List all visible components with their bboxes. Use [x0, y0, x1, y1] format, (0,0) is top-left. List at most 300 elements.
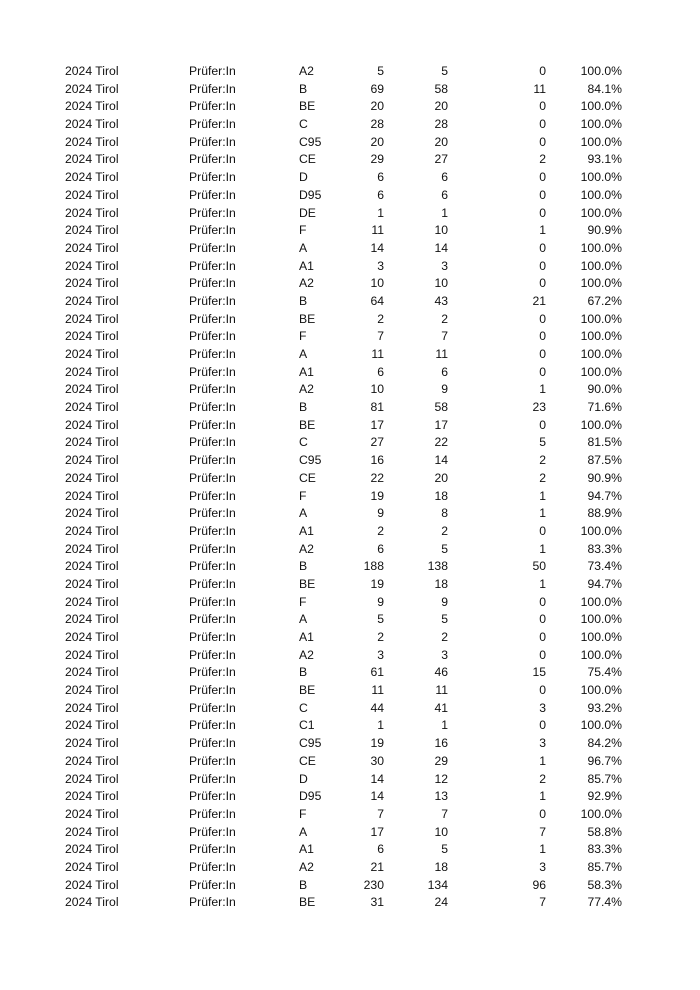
table-row — [0, 664, 700, 682]
cell-license-class — [299, 417, 315, 435]
cell-passed — [400, 275, 448, 293]
cell-year-region-region: Tirol — [95, 612, 119, 627]
cell-role — [189, 434, 236, 452]
cell-total — [340, 594, 384, 612]
cell-license-class-class: C95 — [299, 736, 322, 751]
table-row — [0, 311, 700, 329]
cell-year-region-year: 2024 — [65, 559, 93, 574]
cell-role-role: Prüfer:In — [189, 647, 236, 662]
cell-pass-rate-rate: 100.0% — [580, 240, 622, 255]
cell-year-region — [65, 806, 119, 824]
cell-total-total: 2 — [377, 630, 384, 644]
cell-pass-rate — [560, 346, 622, 364]
cell-failed — [490, 488, 546, 506]
cell-failed — [490, 788, 546, 806]
cell-license-class — [299, 311, 315, 329]
cell-role — [189, 735, 236, 753]
cell-year-region — [65, 346, 119, 364]
cell-passed-passed: 6 — [441, 364, 448, 379]
cell-total — [340, 700, 384, 718]
cell-total — [340, 505, 384, 523]
cell-year-region — [65, 63, 119, 81]
cell-license-class-class: A — [299, 240, 308, 255]
cell-year-region — [65, 488, 119, 506]
cell-passed-passed: 18 — [434, 488, 448, 503]
cell-passed — [400, 134, 448, 152]
cell-passed-passed: 12 — [434, 771, 448, 786]
cell-pass-rate — [560, 81, 622, 99]
cell-passed-passed: 9 — [441, 594, 448, 609]
cell-passed — [400, 187, 448, 205]
cell-role — [189, 98, 236, 116]
cell-passed-passed: 58 — [434, 81, 448, 96]
cell-year-region-region: Tirol — [95, 859, 119, 874]
cell-failed-failed: 0 — [539, 630, 546, 644]
cell-failed-failed: 5 — [539, 435, 546, 450]
cell-year-region — [65, 629, 119, 647]
cell-pass-rate-rate: 96.7% — [587, 753, 622, 768]
cell-role — [189, 311, 236, 329]
cell-failed-failed: 0 — [539, 329, 546, 344]
cell-role — [189, 647, 236, 665]
cell-role-role: Prüfer:In — [189, 612, 236, 627]
cell-passed-passed: 5 — [441, 612, 448, 627]
cell-role — [189, 629, 236, 647]
cell-pass-rate — [560, 505, 622, 523]
table-row — [0, 434, 700, 452]
cell-pass-rate — [560, 488, 622, 506]
cell-year-region-year: 2024 — [65, 99, 93, 114]
cell-passed-passed: 6 — [441, 170, 448, 185]
cell-year-region — [65, 81, 119, 99]
cell-year-region-year: 2024 — [65, 276, 93, 291]
cell-role — [189, 700, 236, 718]
cell-pass-rate-rate: 100.0% — [580, 417, 622, 432]
cell-pass-rate-rate: 100.0% — [580, 630, 622, 644]
cell-total — [340, 541, 384, 559]
cell-passed-passed: 58 — [434, 400, 448, 415]
cell-license-class — [299, 894, 315, 912]
cell-role-role: Prüfer:In — [189, 736, 236, 751]
cell-failed — [490, 364, 546, 382]
cell-pass-rate — [560, 116, 622, 134]
cell-year-region-year: 2024 — [65, 647, 93, 662]
cell-total-total: 19 — [370, 488, 384, 503]
cell-year-region — [65, 311, 119, 329]
cell-total — [340, 187, 384, 205]
cell-role — [189, 417, 236, 435]
cell-role — [189, 151, 236, 169]
cell-total-total: 14 — [370, 240, 384, 255]
cell-failed — [490, 682, 546, 700]
cell-pass-rate — [560, 452, 622, 470]
cell-year-region-region: Tirol — [95, 771, 119, 786]
cell-license-class — [299, 841, 314, 859]
cell-role — [189, 753, 236, 771]
cell-total — [340, 859, 384, 877]
cell-license-class-class: CE — [299, 753, 316, 768]
cell-year-region — [65, 222, 119, 240]
cell-pass-rate-rate: 100.0% — [580, 311, 622, 326]
cell-role-role: Prüfer:In — [189, 205, 236, 220]
cell-year-region — [65, 700, 119, 718]
cell-total — [340, 611, 384, 629]
cell-role-role: Prüfer:In — [189, 594, 236, 609]
cell-role — [189, 240, 236, 258]
cell-role-role: Prüfer:In — [189, 824, 236, 839]
cell-year-region — [65, 576, 119, 594]
cell-license-class — [299, 664, 307, 682]
cell-year-region — [65, 205, 119, 223]
table-row — [0, 222, 700, 240]
cell-passed-passed: 5 — [441, 541, 448, 556]
cell-pass-rate — [560, 63, 622, 81]
table-row — [0, 205, 700, 223]
cell-license-class — [299, 258, 314, 276]
cell-license-class — [299, 275, 314, 293]
cell-total-total: 11 — [371, 223, 384, 238]
table-row — [0, 788, 700, 806]
cell-passed-passed: 8 — [441, 506, 448, 521]
cell-passed-passed: 17 — [434, 417, 448, 432]
cell-year-region-year: 2024 — [65, 895, 93, 910]
cell-pass-rate-rate: 84.2% — [587, 736, 622, 751]
table-row — [0, 735, 700, 753]
cell-license-class-class: BE — [299, 99, 316, 114]
cell-pass-rate-rate: 94.7% — [587, 488, 622, 503]
cell-failed — [490, 98, 546, 116]
cell-passed-passed: 24 — [434, 895, 448, 910]
cell-license-class — [299, 240, 307, 258]
cell-year-region-year: 2024 — [65, 700, 93, 715]
cell-pass-rate — [560, 629, 622, 647]
cell-year-region-year: 2024 — [65, 134, 93, 149]
cell-year-region-region: Tirol — [95, 559, 119, 574]
cell-year-region-year: 2024 — [65, 612, 93, 627]
cell-license-class-class: B — [299, 81, 308, 96]
cell-failed-failed: 0 — [539, 276, 546, 291]
cell-passed — [400, 558, 448, 576]
cell-total-total: 6 — [377, 364, 384, 379]
cell-role — [189, 576, 236, 594]
cell-failed-failed: 1 — [539, 576, 546, 591]
cell-passed — [400, 346, 448, 364]
cell-pass-rate — [560, 753, 622, 771]
cell-year-region-year: 2024 — [65, 223, 93, 238]
cell-total — [340, 576, 384, 594]
cell-license-class-class: A2 — [299, 647, 314, 662]
cell-license-class-class: BE — [299, 576, 316, 591]
cell-passed-passed: 10 — [434, 276, 448, 291]
cell-year-region-region: Tirol — [95, 258, 119, 273]
cell-failed — [490, 151, 546, 169]
cell-passed-passed: 7 — [441, 329, 448, 344]
cell-pass-rate — [560, 664, 622, 682]
cell-year-region-year: 2024 — [65, 400, 93, 415]
cell-total — [340, 205, 384, 223]
cell-role-role: Prüfer:In — [189, 293, 236, 308]
cell-year-region-region: Tirol — [95, 329, 119, 344]
cell-failed — [490, 700, 546, 718]
cell-license-class-class: BE — [299, 895, 316, 910]
cell-passed — [400, 399, 448, 417]
cell-role — [189, 877, 236, 895]
table-row — [0, 187, 700, 205]
cell-pass-rate — [560, 169, 622, 187]
cell-failed — [490, 346, 546, 364]
cell-year-region-region: Tirol — [95, 364, 119, 379]
cell-total-total: 7 — [377, 806, 384, 821]
cell-role-role: Prüfer:In — [189, 559, 236, 574]
cell-total — [340, 788, 384, 806]
table-row — [0, 258, 700, 276]
cell-passed — [400, 788, 448, 806]
cell-license-class-class: B — [299, 293, 308, 308]
cell-failed — [490, 434, 546, 452]
cell-total-total: 22 — [370, 470, 384, 485]
cell-role-role: Prüfer:In — [189, 470, 236, 485]
cell-passed — [400, 771, 448, 789]
cell-year-region-year: 2024 — [65, 736, 93, 751]
cell-role-role: Prüfer:In — [189, 700, 236, 715]
cell-year-region-region: Tirol — [95, 488, 119, 503]
cell-passed-passed: 10 — [434, 223, 448, 238]
cell-license-class — [299, 735, 321, 753]
cell-total-total: 19 — [370, 576, 384, 591]
cell-passed — [400, 470, 448, 488]
cell-total — [340, 222, 384, 240]
cell-license-class-class: A1 — [299, 364, 314, 379]
cell-failed-failed: 0 — [539, 347, 546, 361]
cell-role — [189, 806, 236, 824]
cell-total-total: 6 — [377, 187, 384, 202]
cell-role-role: Prüfer:In — [189, 630, 236, 644]
table-row — [0, 63, 700, 81]
cell-role-role: Prüfer:In — [189, 258, 236, 273]
cell-license-class — [299, 682, 315, 700]
cell-passed — [400, 735, 448, 753]
cell-pass-rate — [560, 558, 622, 576]
cell-passed — [400, 81, 448, 99]
cell-pass-rate — [560, 187, 622, 205]
cell-role-role: Prüfer:In — [189, 771, 236, 786]
cell-pass-rate — [560, 328, 622, 346]
cell-total — [340, 134, 384, 152]
table-row — [0, 806, 700, 824]
table-row — [0, 558, 700, 576]
cell-year-region-year: 2024 — [65, 718, 93, 733]
cell-pass-rate — [560, 771, 622, 789]
cell-license-class-class: A — [299, 506, 308, 521]
cell-year-region-region: Tirol — [95, 541, 119, 556]
cell-total-total: 230 — [363, 877, 384, 892]
cell-year-region-region: Tirol — [95, 453, 119, 468]
cell-failed — [490, 275, 546, 293]
cell-license-class — [299, 647, 314, 665]
cell-failed — [490, 859, 546, 877]
cell-passed-passed: 3 — [441, 647, 448, 662]
cell-pass-rate-rate: 88.9% — [587, 506, 622, 521]
cell-passed — [400, 417, 448, 435]
cell-pass-rate — [560, 717, 622, 735]
cell-total — [340, 258, 384, 276]
cell-license-class-class: D — [299, 170, 308, 185]
cell-license-class — [299, 205, 316, 223]
cell-license-class-class: A — [299, 824, 308, 839]
cell-year-region — [65, 788, 119, 806]
cell-license-class — [299, 470, 316, 488]
cell-year-region-year: 2024 — [65, 170, 93, 185]
cell-total-total: 69 — [370, 81, 384, 96]
cell-year-region-region: Tirol — [95, 753, 119, 768]
cell-failed — [490, 576, 546, 594]
cell-license-class — [299, 151, 316, 169]
cell-year-region-year: 2024 — [65, 541, 93, 556]
cell-passed — [400, 452, 448, 470]
cell-passed — [400, 717, 448, 735]
cell-failed — [490, 293, 546, 311]
cell-year-region — [65, 753, 119, 771]
cell-pass-rate-rate: 87.5% — [587, 453, 622, 468]
cell-year-region — [65, 523, 119, 541]
cell-passed-passed: 28 — [434, 117, 448, 132]
cell-passed — [400, 682, 448, 700]
cell-license-class — [299, 364, 314, 382]
cell-role — [189, 523, 236, 541]
cell-passed — [400, 328, 448, 346]
cell-pass-rate-rate: 100.0% — [580, 523, 622, 538]
cell-year-region — [65, 558, 119, 576]
cell-role — [189, 488, 236, 506]
cell-license-class — [299, 187, 321, 205]
cell-year-region-year: 2024 — [65, 117, 93, 132]
cell-failed — [490, 541, 546, 559]
cell-passed-passed: 29 — [434, 753, 448, 768]
cell-total-total: 6 — [377, 842, 384, 857]
cell-total — [340, 63, 384, 81]
cell-total — [340, 647, 384, 665]
cell-total-total: 19 — [370, 736, 384, 751]
cell-year-region — [65, 771, 119, 789]
cell-passed — [400, 806, 448, 824]
cell-license-class — [299, 594, 306, 612]
cell-pass-rate-rate: 100.0% — [580, 170, 622, 185]
cell-total-total: 31 — [370, 895, 384, 910]
cell-license-class — [299, 717, 315, 735]
cell-total-total: 2 — [377, 311, 384, 326]
cell-role-role: Prüfer:In — [189, 842, 236, 857]
cell-year-region-region: Tirol — [95, 665, 119, 680]
table-row — [0, 169, 700, 187]
cell-total — [340, 753, 384, 771]
cell-total — [340, 523, 384, 541]
cell-year-region-year: 2024 — [65, 630, 93, 644]
cell-failed — [490, 169, 546, 187]
cell-passed-passed: 7 — [441, 806, 448, 821]
cell-license-class-class: A2 — [299, 541, 314, 556]
cell-license-class-class: A2 — [299, 859, 314, 874]
cell-role-role: Prüfer:In — [189, 877, 236, 892]
cell-pass-rate — [560, 98, 622, 116]
cell-total-total: 61 — [370, 665, 384, 680]
table-row — [0, 824, 700, 842]
cell-year-region-region: Tirol — [95, 347, 119, 361]
cell-pass-rate-rate: 100.0% — [580, 117, 622, 132]
cell-passed-passed: 43 — [434, 293, 448, 308]
cell-pass-rate — [560, 682, 622, 700]
cell-pass-rate-rate: 100.0% — [580, 347, 622, 361]
cell-passed — [400, 169, 448, 187]
cell-role-role: Prüfer:In — [189, 117, 236, 132]
cell-role-role: Prüfer:In — [189, 506, 236, 521]
cell-year-region-region: Tirol — [95, 311, 119, 326]
cell-pass-rate — [560, 258, 622, 276]
cell-pass-rate — [560, 399, 622, 417]
cell-failed-failed: 0 — [539, 258, 546, 273]
cell-role-role: Prüfer:In — [189, 81, 236, 96]
cell-total-total: 10 — [370, 382, 384, 397]
cell-pass-rate — [560, 293, 622, 311]
cell-year-region — [65, 293, 119, 311]
cell-year-region — [65, 735, 119, 753]
cell-license-class-class: C — [299, 700, 308, 715]
cell-year-region-year: 2024 — [65, 488, 93, 503]
cell-year-region-region: Tirol — [95, 700, 119, 715]
cell-year-region-year: 2024 — [65, 293, 93, 308]
table-row — [0, 894, 700, 912]
cell-license-class-class: A — [299, 612, 308, 627]
cell-total-total: 17 — [370, 417, 384, 432]
cell-pass-rate — [560, 841, 622, 859]
cell-year-region — [65, 417, 119, 435]
cell-year-region-region: Tirol — [95, 400, 119, 415]
cell-role-role: Prüfer:In — [189, 576, 236, 591]
cell-pass-rate-rate: 100.0% — [580, 683, 622, 698]
cell-license-class — [299, 63, 314, 81]
cell-role — [189, 859, 236, 877]
cell-license-class — [299, 859, 314, 877]
cell-license-class — [299, 116, 308, 134]
table-row — [0, 647, 700, 665]
cell-total-total: 10 — [370, 276, 384, 291]
cell-passed — [400, 629, 448, 647]
cell-year-region-year: 2024 — [65, 806, 93, 821]
cell-license-class-class: C1 — [299, 718, 315, 733]
cell-passed — [400, 240, 448, 258]
cell-passed — [400, 894, 448, 912]
cell-passed-passed: 46 — [434, 665, 448, 680]
cell-pass-rate-rate: 90.9% — [587, 223, 622, 238]
cell-license-class-class: BE — [299, 311, 316, 326]
cell-license-class — [299, 877, 307, 895]
cell-license-class-class: F — [299, 488, 307, 503]
cell-pass-rate — [560, 576, 622, 594]
cell-license-class — [299, 576, 315, 594]
cell-role-role: Prüfer:In — [189, 223, 236, 238]
cell-passed-passed: 22 — [434, 435, 448, 450]
cell-year-region-region: Tirol — [95, 506, 119, 521]
cell-role — [189, 452, 236, 470]
cell-total-total: 2 — [377, 523, 384, 538]
cell-failed-failed: 0 — [539, 311, 546, 326]
cell-license-class-class: A — [299, 347, 308, 361]
cell-passed — [400, 116, 448, 134]
cell-pass-rate-rate: 100.0% — [580, 276, 622, 291]
cell-pass-rate — [560, 594, 622, 612]
cell-passed-passed: 1 — [441, 718, 448, 733]
cell-license-class — [299, 381, 314, 399]
cell-failed — [490, 753, 546, 771]
